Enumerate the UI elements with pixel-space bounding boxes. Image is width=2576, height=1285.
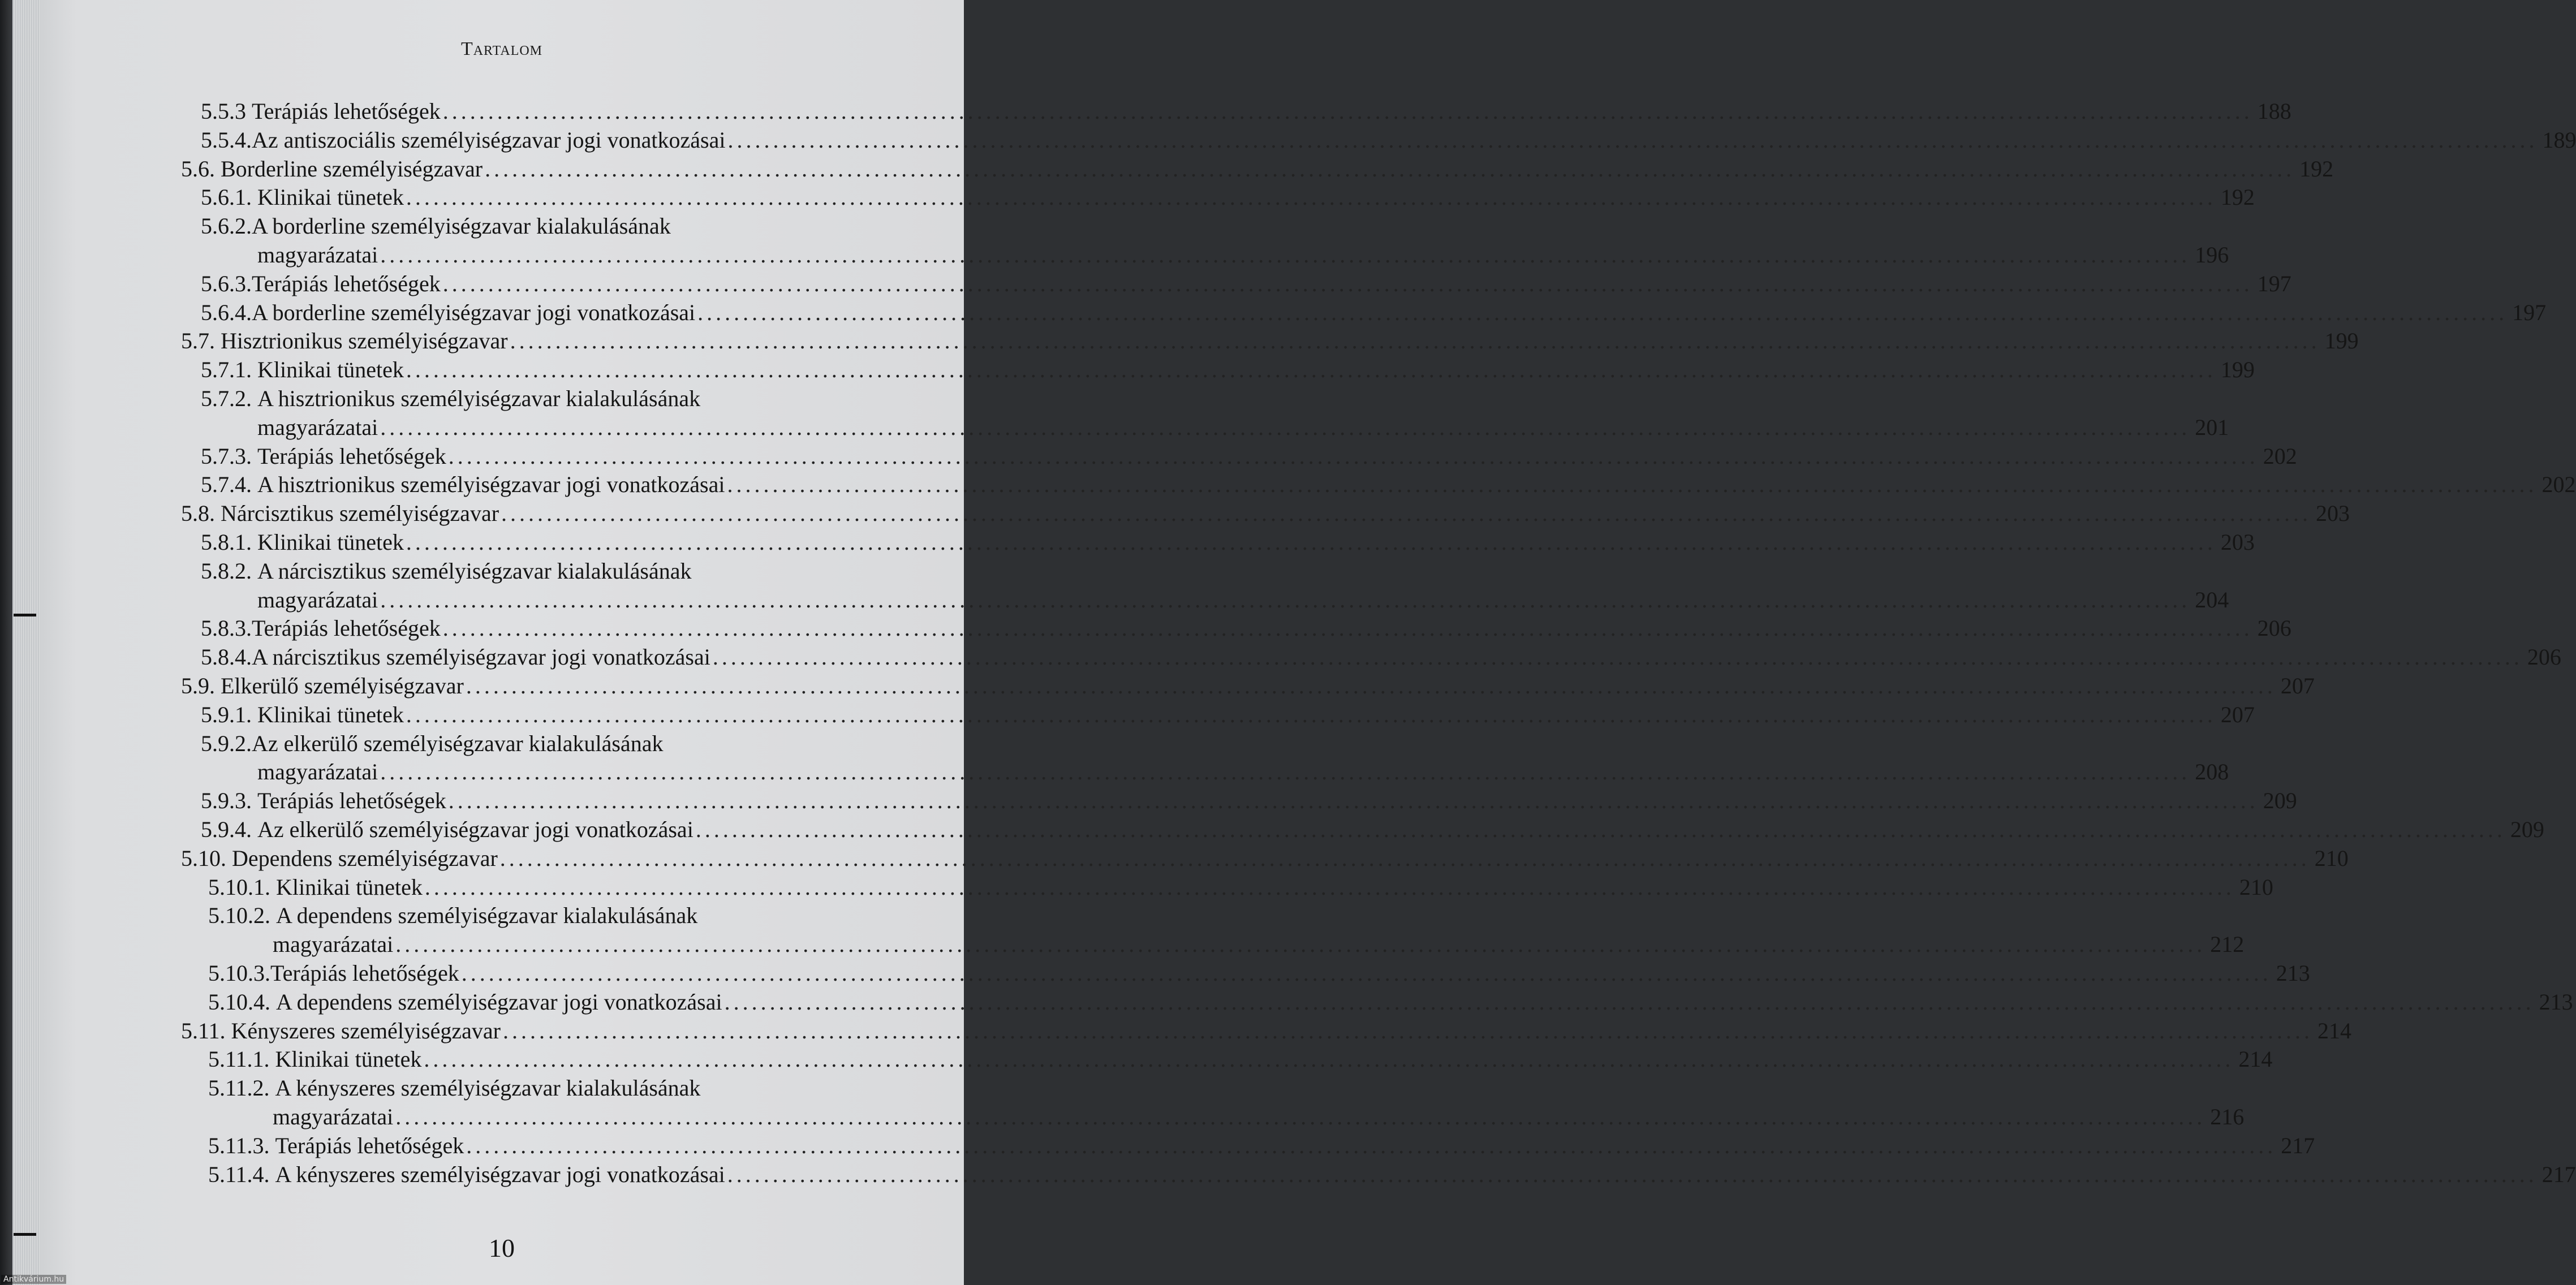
toc-entry-page: 213	[2276, 960, 2310, 986]
toc-entry-title: Klinikai tünetek	[275, 1046, 422, 1072]
toc-entry-title: A dependens személyiségzavar jogi vonatkozásai	[276, 989, 722, 1015]
toc-entry-title: A borderline személyiségzavar kialakulásának	[252, 213, 671, 239]
toc-entry-title: Terápiás lehetőségek	[252, 270, 441, 296]
toc-entry-title: Klinikai tünetek	[257, 529, 404, 555]
toc-entry	[257, 413, 2229, 442]
dot-leader: ........................................................................................................................................................................................................	[448, 443, 2259, 469]
dot-leader: ........................................................................................................................................................................................................	[395, 932, 2206, 958]
toc-entry-page: 209	[2510, 817, 2544, 842]
dot-leader: ........................................................................................................................................................................................................	[442, 615, 2253, 641]
toc-entry-number: 5.6.2.	[201, 213, 252, 239]
toc-entry	[181, 327, 2359, 355]
toc-entry	[201, 528, 2255, 557]
toc-entry-title: magyarázatai	[273, 932, 394, 958]
toc-entry-page: 217	[2281, 1132, 2315, 1158]
toc-entry	[201, 212, 922, 240]
toc-entry-page: 210	[2314, 845, 2349, 871]
toc-entry-number: 5.7.3.	[201, 443, 257, 469]
toc-entry-number: 5.5.4.	[201, 127, 252, 153]
toc-entry-page: 204	[2195, 587, 2229, 613]
dot-leader: ........................................................................................................................................................................................................	[406, 529, 2216, 555]
dot-leader: ........................................................................................................................................................................................................	[448, 788, 2259, 814]
toc-entry-page: 197	[2512, 299, 2547, 325]
toc-entry	[208, 1161, 2576, 1189]
dot-leader: ........................................................................................................................................................................................................	[424, 874, 2235, 900]
toc-entry-title: A nárcisztikus személyiségzavar kialakulásának	[257, 558, 692, 584]
toc-entry	[181, 155, 2334, 183]
dot-leader: ........................................................................................................................................................................................................	[724, 989, 2535, 1015]
toc-entry-title: Terápiás lehetőségek	[252, 615, 441, 641]
toc-entry	[208, 959, 2310, 988]
toc-entry-number: 5.6.4.	[201, 299, 252, 325]
toc-entry-title: Terápiás lehetőségek	[257, 443, 446, 469]
dot-leader: ........................................................................................................................................................................................................	[727, 472, 2538, 498]
toc-entry-title: Klinikai tünetek	[257, 701, 404, 727]
dot-leader: ........................................................................................................................................................................................................	[485, 156, 2295, 182]
toc-entry-title: Kényszeres személyiségzavar	[231, 1017, 501, 1043]
toc-entry-number: 5.10.3.	[208, 960, 270, 986]
toc-entry-title: magyarázatai	[257, 587, 378, 613]
toc-entry-title: magyarázatai	[257, 242, 378, 268]
toc-entry	[181, 499, 2350, 528]
toc-entry-page: 208	[2195, 759, 2229, 785]
toc-entry-number: 5.8.3.	[201, 615, 252, 641]
page-edge-mark	[14, 1233, 36, 1236]
toc-entry	[208, 873, 2273, 902]
toc-entry-title: Klinikai tünetek	[257, 184, 404, 210]
toc-entry-title: Az elkerülő személyiségzavar kialakulásának	[252, 730, 664, 756]
toc-entry-title: Terápiás lehetőségek	[257, 788, 446, 814]
toc-entry-number: 5.10.4.	[208, 989, 276, 1015]
toc-entry	[201, 356, 2255, 384]
dot-leader: ........................................................................................................................................................................................................	[406, 357, 2216, 383]
toc-entry-number: 5.9.3.	[201, 788, 257, 814]
toc-entry-number: 5.10.2.	[208, 903, 276, 929]
dot-leader: ........................................................................................................................................................................................................	[406, 184, 2216, 210]
toc-entry-title: Klinikai tünetek	[257, 357, 404, 383]
dot-leader: ........................................................................................................................................................................................................	[380, 759, 2191, 785]
toc-entry-number: 5.6.	[181, 156, 221, 182]
dot-leader: ........................................................................................................................................................................................................	[406, 701, 2216, 727]
toc-entry-number: 5.10.	[181, 845, 232, 871]
dot-leader: ........................................................................................................................................................................................................	[442, 270, 2253, 296]
toc-entry-page: 216	[2210, 1104, 2245, 1129]
watermark: Antikvárium.hu	[1, 1275, 66, 1284]
dot-leader: ........................................................................................................................................................................................................	[380, 587, 2191, 613]
toc-entry-title: magyarázatai	[257, 759, 378, 785]
toc-entry	[208, 902, 922, 930]
toc-entry	[201, 787, 2297, 815]
dot-leader: ........................................................................................................................................................................................................	[501, 501, 2312, 527]
toc-entry-number: 5.11.2.	[208, 1075, 275, 1101]
toc-entry-page: 202	[2541, 472, 2576, 498]
dot-leader: ........................................................................................................................................................................................................	[499, 845, 2310, 871]
dot-leader: ........................................................................................................................................................................................................	[466, 1132, 2277, 1158]
toc-entry	[208, 1074, 922, 1102]
toc-entry	[208, 1132, 2315, 1160]
toc-entry-page: 202	[2263, 443, 2297, 469]
toc-entry-page: 209	[2263, 788, 2297, 814]
toc-entry-page: 189	[2542, 127, 2576, 153]
toc-entry	[181, 844, 2349, 873]
toc-entry-page: 214	[2317, 1017, 2351, 1043]
toc-entry-page: 206	[2527, 644, 2561, 670]
toc-entry-title: A kényszeres személyiségzavar jogi vonatkozásai	[275, 1161, 725, 1187]
toc-entry-page: 212	[2210, 932, 2245, 958]
toc-entry	[201, 97, 2291, 126]
table-of-contents	[40, 0, 2576, 1188]
dot-leader: ........................................................................................................................................................................................................	[727, 127, 2538, 153]
toc-entry-page: 210	[2239, 874, 2273, 900]
toc-entry-page: 199	[2324, 328, 2359, 354]
toc-entry-title: A kényszeres személyiségzavar kialakulásának	[275, 1075, 701, 1101]
toc-entry-number: 5.7.2.	[201, 386, 257, 411]
toc-entry-page: 203	[2220, 529, 2255, 555]
toc-entry-title: Dependens személyiségzavar	[232, 845, 498, 871]
toc-entry-page: 196	[2195, 242, 2229, 268]
book-page	[40, 0, 2576, 1285]
toc-entry	[181, 1017, 2351, 1045]
dot-leader: ........................................................................................................................................................................................................	[727, 1161, 2538, 1187]
toc-entry-page: 197	[2257, 270, 2291, 296]
toc-entry-title: Terápiás lehetőségek	[270, 960, 459, 986]
dot-leader: ........................................................................................................................................................................................................	[442, 98, 2253, 124]
dot-leader: ........................................................................................................................................................................................................	[712, 644, 2523, 670]
dot-leader: ........................................................................................................................................................................................................	[395, 1104, 2206, 1129]
toc-entry-title: magyarázatai	[273, 1104, 394, 1129]
toc-entry-number: 5.6.1.	[201, 184, 257, 210]
toc-entry-number: 5.5.3	[201, 98, 252, 124]
dot-leader: ........................................................................................................................................................................................................	[466, 673, 2276, 698]
toc-entry	[273, 1103, 2245, 1131]
toc-entry-number: 5.8.2.	[201, 558, 257, 584]
toc-entry	[257, 758, 2229, 786]
toc-entry-title: Az antiszociális személyiségzavar jogi vonatkozásai	[252, 127, 726, 153]
toc-entry-number: 5.8.1.	[201, 529, 257, 555]
toc-entry-title: A hisztrionikus személyiségzavar kialakulásának	[257, 386, 701, 411]
toc-entry-page: 201	[2195, 414, 2229, 440]
dot-leader: ........................................................................................................................................................................................................	[502, 1017, 2313, 1043]
toc-entry-page: 192	[2299, 156, 2334, 182]
running-header: Tartalom	[460, 38, 543, 59]
dot-leader: ........................................................................................................................................................................................................	[697, 299, 2508, 325]
toc-entry-title: Nárcisztikus személyiségzavar	[221, 501, 499, 527]
toc-entry-page: 188	[2257, 98, 2291, 124]
toc-entry-number: 5.10.1.	[208, 874, 276, 900]
toc-entry	[273, 930, 2245, 959]
toc-entry-title: Elkerülő személyiségzavar	[221, 673, 464, 698]
page-edge-mark	[14, 614, 36, 616]
toc-entry	[201, 385, 922, 413]
toc-entry-number: 5.7.1.	[201, 357, 257, 383]
toc-entry	[201, 270, 2291, 298]
toc-entry	[181, 672, 2315, 700]
toc-entry	[201, 701, 2255, 729]
toc-entry	[208, 988, 2573, 1016]
toc-entry-number: 5.11.	[181, 1017, 231, 1043]
toc-entry-page: 214	[2238, 1046, 2273, 1072]
toc-entry-number: 5.9.4.	[201, 817, 257, 842]
toc-entry-title: Borderline személyiségzavar	[221, 156, 483, 182]
toc-entry-number: 5.8.	[181, 501, 221, 527]
toc-entry-title: Terápiás lehetőségek	[252, 98, 441, 124]
dot-leader: ........................................................................................................................................................................................................	[695, 817, 2506, 842]
toc-entry	[201, 471, 2576, 499]
toc-entry	[201, 126, 2576, 154]
toc-entry-page: 206	[2257, 615, 2291, 641]
toc-entry-title: A nárcisztikus személyiségzavar jogi vonatkozásai	[252, 644, 710, 670]
toc-entry-page: 207	[2280, 673, 2315, 698]
toc-entry-number: 5.8.4.	[201, 644, 252, 670]
toc-entry-number: 5.7.	[181, 328, 221, 354]
toc-entry-number: 5.9.1.	[201, 701, 257, 727]
toc-entry-title: Terápiás lehetőségek	[275, 1132, 464, 1158]
toc-entry-page: 213	[2539, 989, 2573, 1015]
toc-entry-number: 5.9.	[181, 673, 221, 698]
toc-entry	[201, 816, 2544, 844]
toc-entry	[201, 643, 2561, 671]
dot-leader: ........................................................................................................................................................................................................	[380, 414, 2191, 440]
toc-entry-title: magyarázatai	[257, 414, 378, 440]
dot-leader: ........................................................................................................................................................................................................	[380, 242, 2191, 268]
toc-entry-page: 199	[2220, 357, 2255, 383]
toc-entry-number: 5.7.4.	[201, 472, 257, 498]
toc-entry-page: 203	[2316, 501, 2350, 527]
toc-entry	[201, 442, 2297, 471]
toc-entry-title: Az elkerülő személyiségzavar jogi vonatkozásai	[257, 817, 693, 842]
toc-entry	[201, 183, 2255, 212]
toc-entry-title: Klinikai tünetek	[276, 874, 423, 900]
toc-entry-page: 207	[2220, 701, 2255, 727]
toc-entry-page: 192	[2220, 184, 2255, 210]
toc-entry	[201, 299, 2547, 327]
toc-entry-page: 217	[2541, 1161, 2576, 1187]
toc-entry-title: A dependens személyiségzavar kialakulásának	[276, 903, 698, 929]
dot-leader: ........................................................................................................................................................................................................	[424, 1046, 2234, 1072]
book-binding	[0, 0, 12, 1285]
toc-entry-number: 5.11.1.	[208, 1046, 275, 1072]
page-number: 10	[489, 1234, 515, 1262]
toc-entry	[201, 730, 922, 758]
toc-entry	[257, 241, 2229, 269]
dot-leader: ........................................................................................................................................................................................................	[510, 328, 2320, 354]
toc-entry-title: A hisztrionikus személyiségzavar jogi vonatkozásai	[257, 472, 725, 498]
dot-leader: ........................................................................................................................................................................................................	[461, 960, 2272, 986]
toc-entry-title: Hisztrionikus személyiségzavar	[221, 328, 508, 354]
toc-entry-number: 5.11.4.	[208, 1161, 275, 1187]
toc-entry-number: 5.6.3.	[201, 270, 252, 296]
toc-entry	[201, 557, 922, 585]
toc-entry-number: 5.11.3.	[208, 1132, 275, 1158]
toc-entry-number: 5.9.2.	[201, 730, 252, 756]
toc-entry-title: A borderline személyiségzavar jogi vonatkozásai	[252, 299, 696, 325]
toc-entry	[257, 586, 2229, 614]
toc-entry	[201, 614, 2291, 642]
toc-entry	[208, 1045, 2273, 1073]
